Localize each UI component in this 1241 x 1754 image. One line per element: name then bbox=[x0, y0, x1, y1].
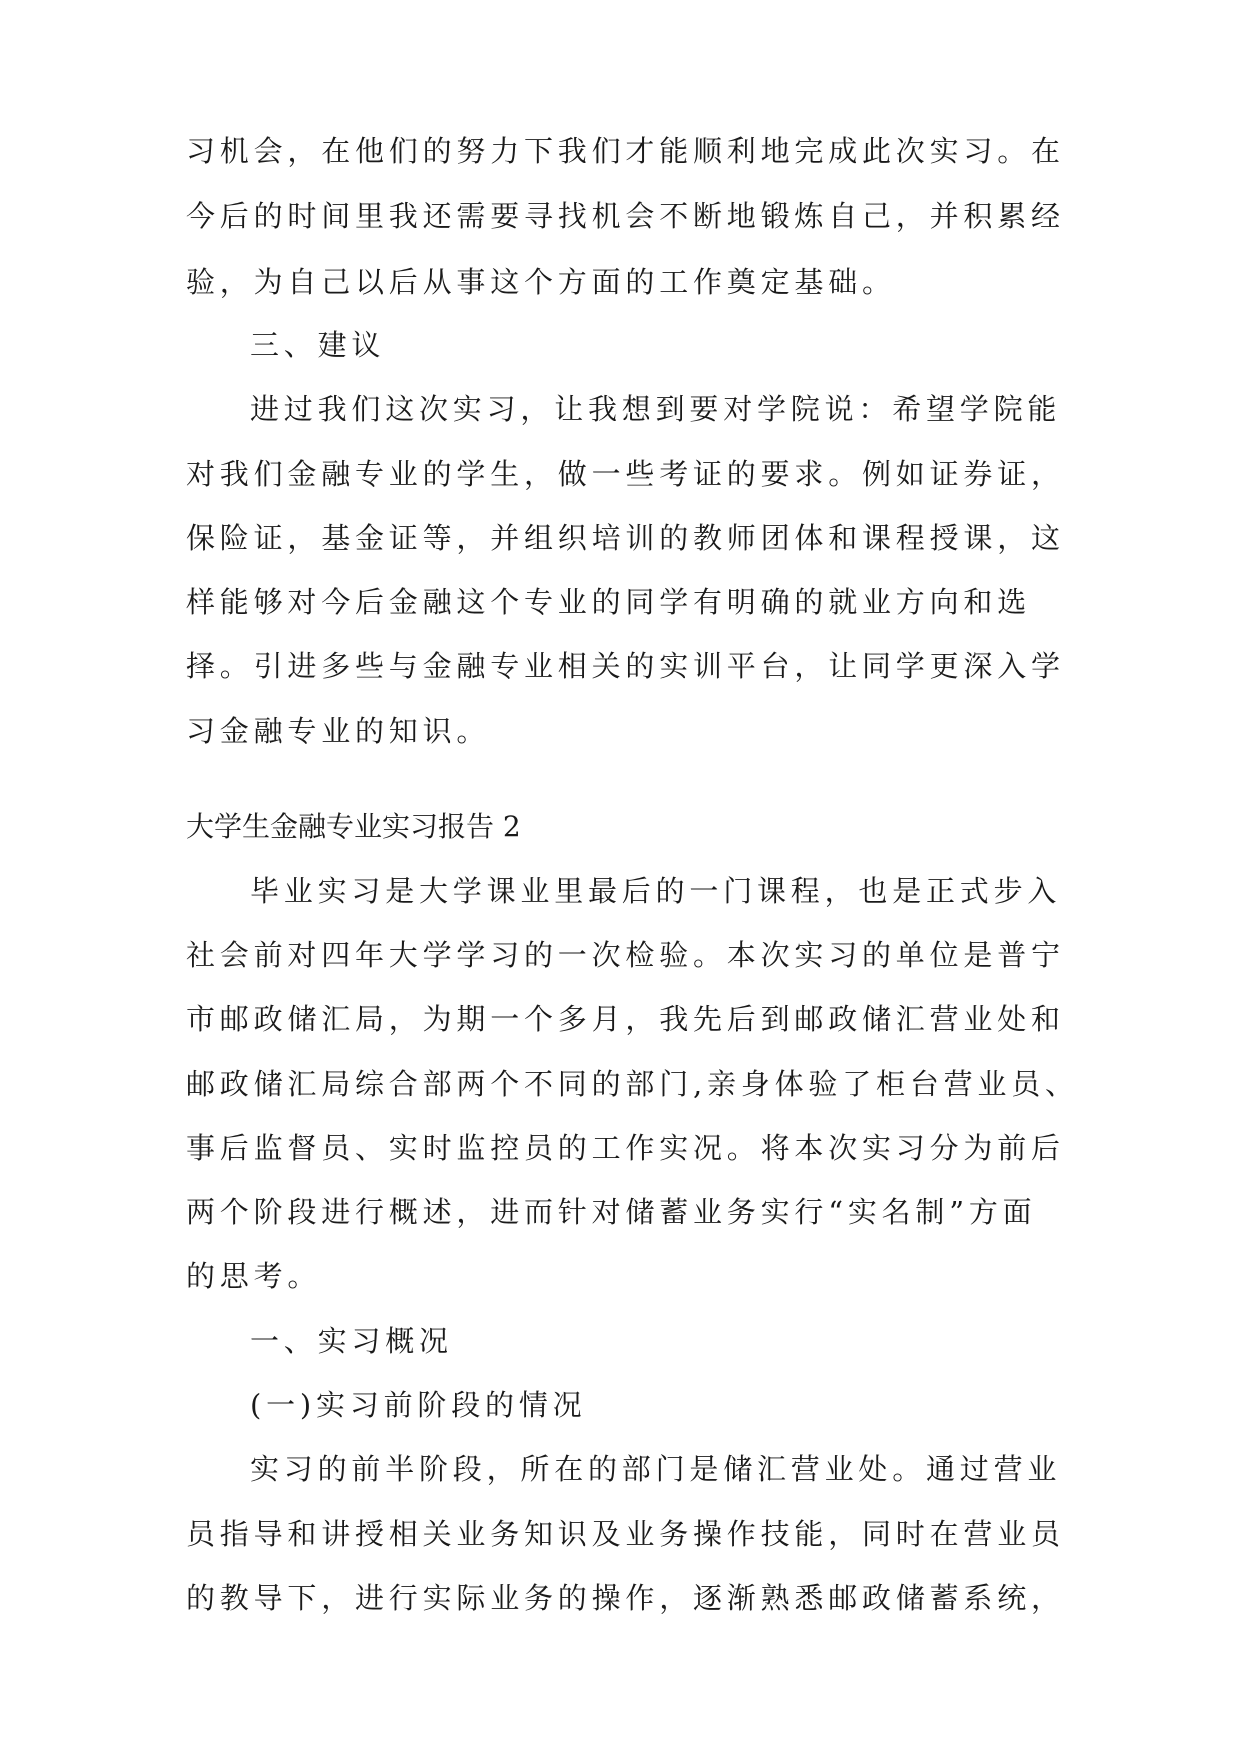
paragraph-line: 对我们金融专业的学生，做一些考证的要求。例如证券证， bbox=[186, 457, 1065, 491]
paragraph-line: 社会前对四年大学学习的一次检验。本次实习的单位是普宁 bbox=[186, 938, 1065, 972]
subsection-heading: (一)实习前阶段的情况 bbox=[250, 1388, 587, 1422]
paragraph-line: 市邮政储汇局，为期一个多月，我先后到邮政储汇营业处和 bbox=[186, 1002, 1065, 1036]
paragraph-line: 毕业实习是大学课业里最后的一门课程，也是正式步入 bbox=[250, 874, 1062, 908]
paragraph-line: 习金融专业的知识。 bbox=[186, 714, 491, 748]
paragraph-line: 习机会，在他们的努力下我们才能顺利地完成此次实习。在 bbox=[186, 134, 1065, 168]
paragraph-line: 择。引进多些与金融专业相关的实训平台，让同学更深入学 bbox=[186, 649, 1065, 683]
paragraph-line: 的教导下，进行实际业务的操作，逐渐熟悉邮政储蓄系统， bbox=[186, 1581, 1065, 1615]
paragraph-line: 事后监督员、实时监控员的工作实况。将本次实习分为前后 bbox=[186, 1131, 1065, 1165]
section-heading: 一、实习概况 bbox=[250, 1324, 453, 1358]
paragraph-line: 保险证，基金证等，并组织培训的教师团体和课程授课，这 bbox=[186, 521, 1065, 555]
paragraph-line: 今后的时间里我还需要寻找机会不断地锻炼自己，并积累经 bbox=[186, 199, 1065, 233]
paragraph-line: 进过我们这次实习，让我想到要对学院说：希望学院能 bbox=[250, 392, 1062, 426]
paragraph-line: 实习的前半阶段，所在的部门是储汇营业处。通过营业 bbox=[250, 1452, 1062, 1486]
paragraph-line: 验，为自己以后从事这个方面的工作奠定基础。 bbox=[186, 265, 896, 299]
paragraph-line: 样能够对今后金融这个专业的同学有明确的就业方向和选 bbox=[186, 585, 1032, 619]
paragraph-line: 员指导和讲授相关业务知识及业务操作技能，同时在营业员 bbox=[186, 1517, 1065, 1551]
report-title: 大学生金融专业实习报告 2 bbox=[186, 810, 521, 843]
section-heading: 三、建议 bbox=[250, 328, 386, 362]
paragraph-line: 的思考。 bbox=[186, 1259, 322, 1293]
paragraph-line: 两个阶段进行概述，进而针对储蓄业务实行“实名制”方面 bbox=[186, 1195, 1037, 1229]
paragraph-line: 邮政储汇局综合部两个不同的部门,亲身体验了柜台营业员、 bbox=[186, 1067, 1079, 1101]
